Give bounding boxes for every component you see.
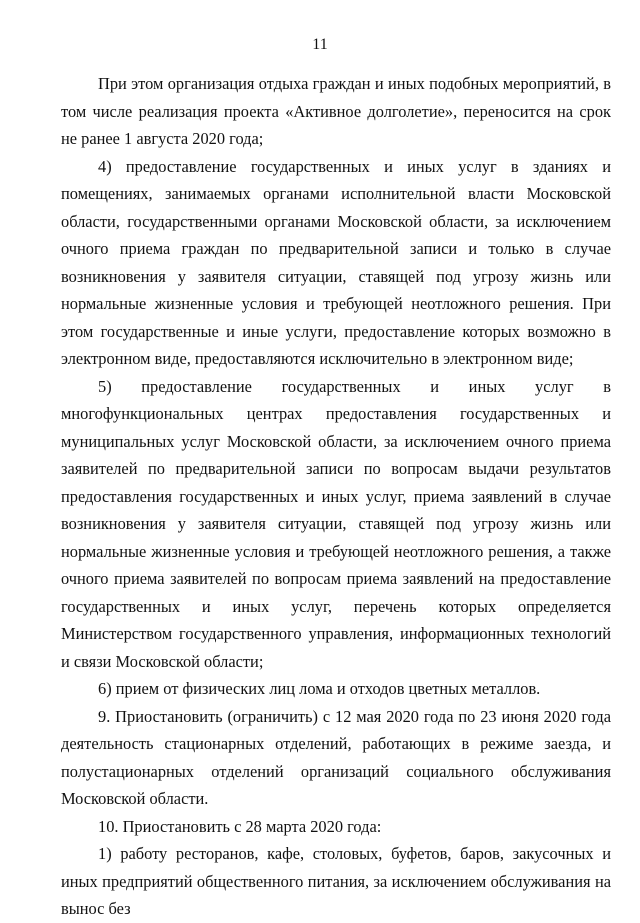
paragraph-section-9: 9. Приостановить (ограничить) с 12 мая 2020 года по 23 июня 2020 года деятельность стационарных отделений, работающих в режиме заезда, и полустационарных отделений организаций социального обслуживания Московской области. bbox=[61, 706, 611, 808]
paragraph-item-6-metal-scrap: 6) прием от физических лиц лома и отходов цветных металлов. bbox=[98, 679, 541, 698]
page-number: 11 bbox=[312, 36, 328, 53]
paragraph-section-10-item-1: 1) работу ресторанов, кафе, столовых, буфетов, баров, закусочных и иных предприятий общественного питания, за исключением обслуживания на вынос без bbox=[61, 844, 611, 918]
paragraph-leisure-activities: При этом организация отдыха граждан и иных подобных мероприятий, в том числе реализация проекта «Активное долголетие», переносится на срок не ранее 1 августа 2020 года; bbox=[61, 74, 611, 148]
paragraph-item-4-government-services: 4) предоставление государственных и иных услуг в зданиях и помещениях, занимаемых органами исполнительной власти Московской области, государственными органами Московской области, за исключением очного приема граждан по предварительной записи и только в случае возникновения у заявителя ситуации, ставящей под угрозу жизнь или нормальные жизненные условия и требующей неотложного решения. При этом государственные и иные услуги, предоставление которых возможно в электронном виде, предоставляются исключительно в электронном виде; bbox=[61, 156, 611, 368]
document-body bbox=[61, 70, 611, 923]
paragraph-item-5-mfc-services: 5) предоставление государственных и иных услуг в многофункциональных центрах предоставления государственных и муниципальных услуг Московской области, за исключением очного приема заявителей по предварительной записи по вопросам выдачи результатов предоставления государственных и иных услуг, приема заявлений в случае возникновения у заявителя ситуации, ставящей под угрозу жизнь или нормальные жизненные условия и требующей неотложного решения, а также очного приема заявителей по вопросам приема заявлений на предоставление государственных и иных услуг, перечень которых определяется Министерством государственного управления, информационных технологий и связи Московской области; bbox=[61, 376, 611, 671]
paragraph-section-10: 10. Приостановить с 28 марта 2020 года: bbox=[98, 816, 382, 836]
